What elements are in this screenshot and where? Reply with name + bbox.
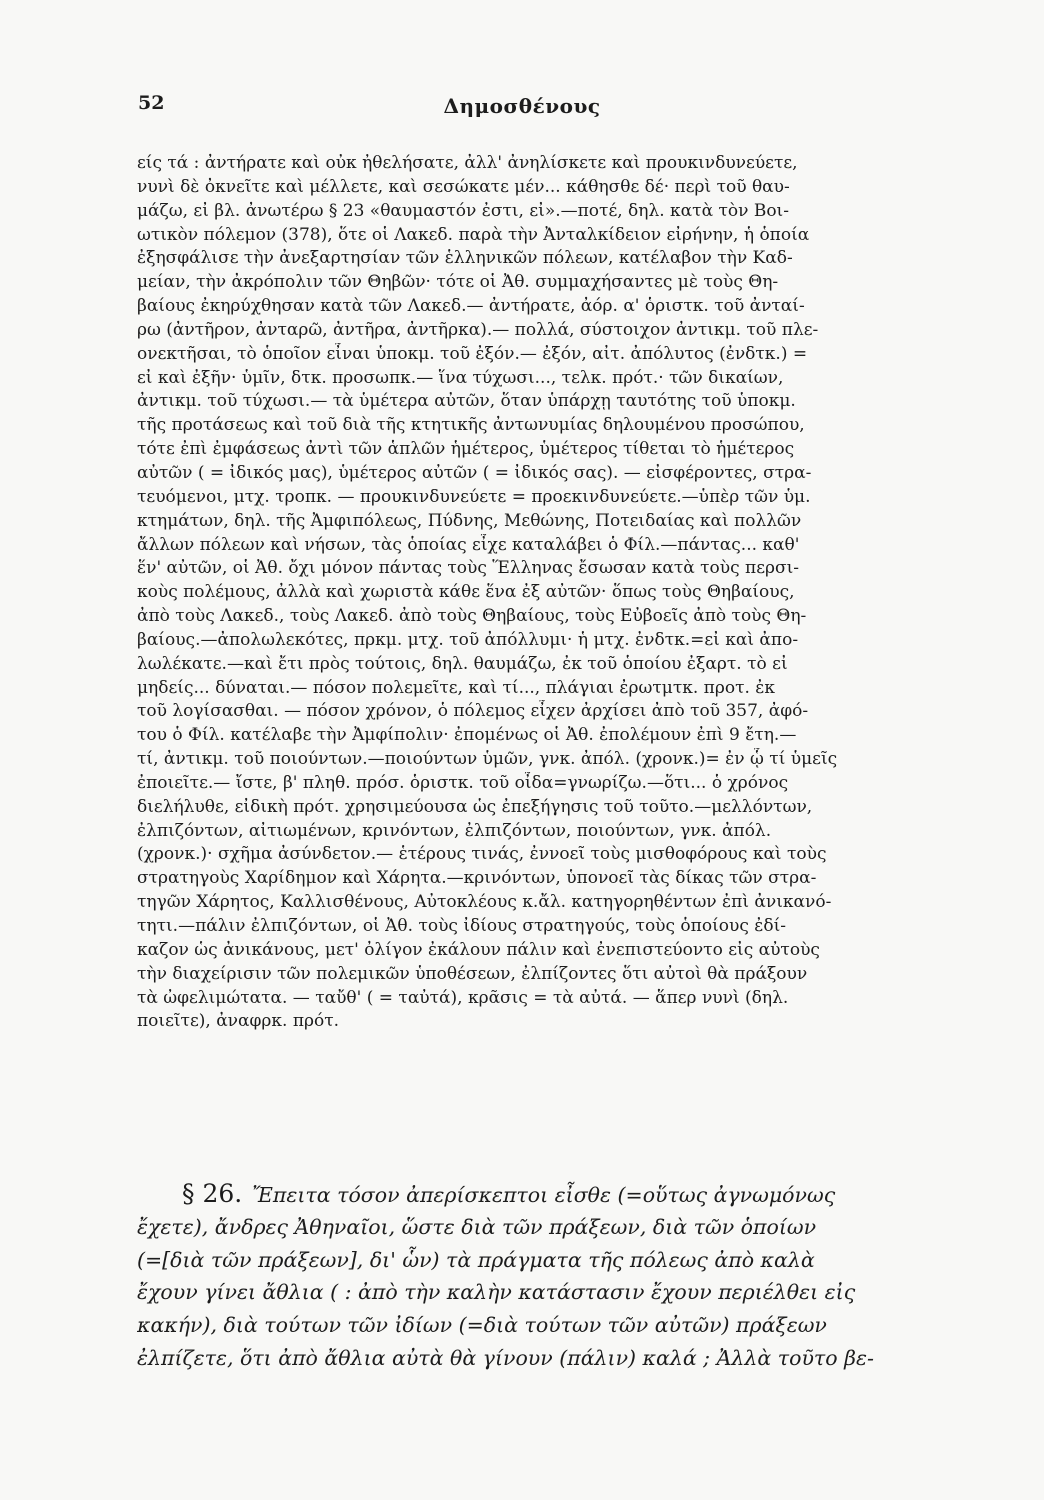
main-text-section-26 bbox=[137, 1178, 990, 1375]
commentary-line: διελήλυθε, εἰδικὴ πρότ. χρησιμεύουσα ὡς ἐπεξήγησις τοῦ τοῦτο.—μελλόντων, bbox=[137, 796, 813, 817]
commentary-line: ωτικὸν πόλεμον (378), ὅτε οἱ Λακεδ. παρὰ τὴν Ἀνταλκίδειον εἰρήνην, ἡ ὁποία bbox=[137, 224, 810, 245]
main-text-line: ἐλπίζετε, ὅτι ἀπὸ ἄθλια αὐτὰ θὰ γίνουν (πάλιν) καλά ; Ἀλλὰ τοῦτο βε- bbox=[137, 1345, 874, 1370]
commentary-line: ποιεῖτε), ἀναφρκ. πρότ. bbox=[137, 1011, 340, 1032]
commentary-line: ἐποιεῖτε.— ἴστε, β' πληθ. πρόσ. ὁριστκ. τοῦ οἶδα=γνωρίζω.—ὅτι... ὁ χρόνος bbox=[137, 772, 789, 793]
commentary-line: ἀπὸ τοὺς Λακεδ., τοὺς Λακεδ. ἀπὸ τοὺς Θηβαίους, τοὺς Εὐβοεῖς ἀπὸ τοὺς Θη- bbox=[137, 606, 807, 627]
main-text-line bbox=[137, 1178, 990, 1211]
main-text-line-content: Ἔπειτα τόσον ἀπερίσκεπτοι εἶσθε (=οὕτως ἀγνωμόνως bbox=[252, 1183, 836, 1207]
commentary-line: ονεκτῆσαι, τὸ ὁποῖον εἶναι ὑποκμ. τοῦ ἐξόν.— ἐξόν, αἰτ. ἀπόλυτος (ἐνδτκ.) = bbox=[137, 343, 808, 364]
commentary-line: τηγῶν Χάρητος, Καλλισθένους, Αὐτοκλέους κ.ἄλ. κατηγορηθέντων ἐπὶ ἀνικανό- bbox=[137, 892, 832, 913]
commentary-line: ἐξησφάλισε τὴν ἀνεξαρτησίαν τῶν ἑλληνικῶν πόλεων, κατέλαβον τὴν Καδ- bbox=[137, 248, 793, 269]
running-head: Δημοσθένους bbox=[443, 94, 601, 118]
commentary-line: μηδείς... δύναται.— πόσον πολεμεῖτε, καὶ τί..., πλάγιαι ἐρωτμτκ. προτ. ἐκ bbox=[137, 677, 776, 698]
commentary-line: τητι.—πάλιν ἐλπιζόντων, οἱ Ἀθ. τοὺς ἰδίους στρατηγούς, τοὺς ὁποίους ἐδί- bbox=[137, 916, 787, 936]
page-number: 52 bbox=[138, 92, 165, 114]
commentary-line: ἄλλων πόλεων καὶ νήσων, τὰς ὁποίας εἶχε καταλάβει ὁ Φίλ.—πάντας... καθ' bbox=[137, 534, 800, 555]
commentary-line: ἐλπιζόντων, αἰτιωμένων, κρινόντων, ἐλπιζόντων, ποιούντων, γνκ. ἀπόλ. bbox=[137, 820, 772, 841]
main-text-line: ἔχουν γίνει ἄθλια ( : ἀπὸ τὴν καλὴν κατάστασιν ἔχουν περιέλθει εἰς bbox=[137, 1280, 856, 1305]
commentary-line: στρατηγοὺς Χαρίδημον καὶ Χάρητα.—κρινόντων, ὑπονοεῖ τὰς δίκας τῶν στρα- bbox=[137, 868, 817, 889]
commentary-line: ἕν' αὐτῶν, οἱ Ἀθ. ὄχι μόνον πάντας τοὺς Ἕλληνας ἔσωσαν κατὰ τοὺς περσι- bbox=[137, 558, 800, 579]
commentary-line: ἀντικμ. τοῦ τύχωσι.— τὰ ὑμέτερα αὐτῶν, ὅταν ὑπάρχῃ ταυτότης τοῦ ὑποκμ. bbox=[137, 391, 796, 412]
commentary-line: βαίους.—ἀπολωλεκότες, πρκμ. μτχ. τοῦ ἀπόλλυμι· ἡ μτχ. ἐνδτκ.=εἰ καὶ ἀπο- bbox=[137, 629, 799, 650]
commentary-line: μάζω, εἰ βλ. ἀνωτέρω § 23 «θαυμαστόν ἐστι, εἰ».—ποτέ, δηλ. κατὰ τὸν Βοι- bbox=[137, 200, 789, 221]
commentary-line: τῆς προτάσεως καὶ τοῦ διὰ τῆς κτητικῆς ἀντωνυμίας δηλουμένου προσώπου, bbox=[137, 415, 805, 436]
section-marker: § 26. bbox=[182, 1179, 243, 1208]
commentary-line: τὰ ὠφελιμώτατα. — ταὔθ' ( = ταὐτά), κρᾶσις = τὰ αὐτά. — ἅπερ νυνὶ (δηλ. bbox=[137, 987, 789, 1008]
commentary-line: κτημάτων, δηλ. τῆς Ἀμφιπόλεως, Πύδνης, Μεθώνης, Ποτειδαίας καὶ πολλῶν bbox=[137, 510, 802, 531]
commentary-line: μείαν, τὴν ἀκρόπολιν τῶν Θηβῶν· τότε οἱ Ἀθ. συμμαχήσαντες μὲ τοὺς Θη- bbox=[137, 272, 779, 293]
commentary-line: λωλέκατε.—καὶ ἔτι πρὸς τούτοις, δηλ. θαυμάζω, ἐκ τοῦ ὁποίου ἐξαρτ. τὸ εἰ bbox=[137, 653, 788, 674]
commentary-line: είς τά : ἀντήρατε καὶ οὐκ ἠθελήσατε, ἀλλ' ἀνηλίσκετε καὶ προυκινδυνεύετε, bbox=[137, 153, 798, 173]
commentary-line: τοῦ λογίσασθαι. — πόσον χρόνον, ὁ πόλεμος εἶχεν ἀρχίσει ἀπὸ τοῦ 357, ἀφό- bbox=[137, 701, 809, 722]
main-text-line: κακήν), διὰ τούτων τῶν ἰδίων (=διὰ τούτων τῶν αὐτῶν) πράξεων bbox=[137, 1313, 827, 1338]
commentary-line: νυνὶ δὲ ὀκνεῖτε καὶ μέλλετε, καὶ σεσώκατε μέν... κάθησθε δέ· περὶ τοῦ θαυ- bbox=[137, 176, 790, 197]
commentary-line: βαίους ἐκηρύχθησαν κατὰ τῶν Λακεδ.— ἀντήρατε, ἀόρ. α' ὁριστκ. τοῦ ἀνταί- bbox=[137, 296, 805, 317]
commentary-line: κοὺς πολέμους, ἀλλὰ καὶ χωριστὰ κάθε ἕνα ἐξ αὐτῶν· ὅπως τοὺς Θηβαίους, bbox=[137, 582, 795, 603]
commentary-line: τότε ἐπὶ ἐμφάσεως ἀντὶ τῶν ἁπλῶν ἡμέτερος, ὑμέτερος τίθεται τὸ ἡμέτερος bbox=[137, 439, 795, 460]
commentary-line: αὐτῶν ( = ἰδικός μας), ὑμέτερος αὐτῶν ( = ἰδικός σας). — εἰσφέροντες, στρα- bbox=[137, 462, 812, 483]
commentary-line: τευόμενοι, μτχ. τροπκ. — προυκινδυνεύετε = προεκινδυνεύετε.—ὑπὲρ τῶν ὑμ. bbox=[137, 486, 811, 507]
commentary-line: (χρονκ.)· σχῆμα ἀσύνδετον.— ἑτέρους τινάς, ἐννοεῖ τοὺς μισθοφόρους καὶ τοὺς bbox=[137, 844, 827, 865]
commentary-notes bbox=[137, 152, 990, 1034]
main-text-line: (=[διὰ τῶν πράξεων], δι' ὧν) τὰ πράγματα τῆς πόλεως ἀπὸ καλὰ bbox=[137, 1247, 815, 1272]
main-text-line: ἔχετε), ἄνδρες Ἀθηναῖοι, ὥστε διὰ τῶν πράξεων, διὰ τῶν ὁποίων bbox=[137, 1214, 817, 1239]
commentary-line: εἰ καὶ ἐξῆν· ὑμῖν, δτκ. προσωπκ.— ἵνα τύχωσι..., τελκ. πρότ.· τῶν δικαίων, bbox=[137, 367, 784, 388]
commentary-line: τὴν διαχείρισιν τῶν πολεμικῶν ὑποθέσεων, ἐλπίζοντες ὅτι αὐτοὶ θὰ πράξουν bbox=[137, 963, 808, 984]
commentary-line: του ὁ Φίλ. κατέλαβε τὴν Ἀμφίπολιν· ἐπομένως οἱ Ἀθ. ἐπολέμουν ἐπὶ 9 ἔτη.— bbox=[137, 725, 797, 746]
commentary-line: καζον ὡς ἀνικάνους, μετ' ὀλίγον ἐκάλουν πάλιν καὶ ἐνεπιστεύοντο εἰς αὐτοὺς bbox=[137, 939, 820, 960]
commentary-line: τί, ἀντικμ. τοῦ ποιούντων.—ποιούντων ὑμῶν, γνκ. ἀπόλ. (χρονκ.)= ἐν ᾧ τί ὑμεῖς bbox=[137, 749, 838, 770]
commentary-line: ρω (ἀντῆρον, ἀνταρῶ, ἀντῆρα, ἀντῆρκα).— πολλά, σύστοιχον ἀντικμ. τοῦ πλε- bbox=[137, 319, 819, 340]
